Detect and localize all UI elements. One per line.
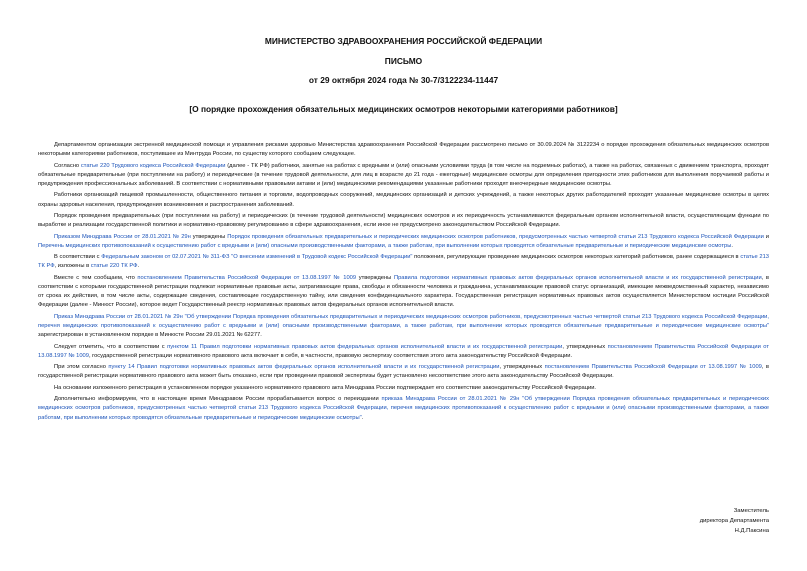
paragraph-10 (38, 363, 769, 381)
text-run: , государственной регистрации нормативного правового акта включает в себя, в частности, правовую экспертизу соответствия этого акта законодательству Российской Федерации. (88, 352, 573, 359)
signature-position: директора Департамента (699, 518, 769, 524)
text-run: положения, регулирующие проведение медицинских осмотров некоторых категорий работников, ранее содержащиеся в (412, 254, 741, 261)
link-order-29n-full[interactable]: Приказ Минздрава России от 28.01.2021 № 29н "Об утверждении Порядка проведения обязательных предварительных и периодических медицинских осмотров работников, предусмотренных частью четвертой статьи 213 Трудового кодекса Российской Федерации, перечня медицинских противопоказаний к осуществлению работ с вредными и (или) опасными производственными факторами, а также работам, при выполнении которых проводятся обязательные предварительные и периодические медицинские осмотры" (38, 313, 769, 329)
link-order-29n-reissue[interactable]: приказа Минздрава России от 28.01.2021 № 29н "Об утверждении Порядка проведения обязательных предварительных и периодических медицинских осмотров работников, предусмотренных частью четвертой статьи 213 Трудового кодекса Российской Федерации, перечня медицинских противопоказаний к осуществлению работ с вредными и (или) опасными производственными факторами, а также работам, при выполнении которых проводятся обязательные предварительные и периодические медицинские осмотры" (38, 396, 770, 421)
link-rules-point-11[interactable]: пунктом 11 Правил подготовки нормативных правовых актов федеральных органов исполнительной власти и их государственной регистрации (167, 343, 563, 350)
link-tk-article-213[interactable]: статье 213 ТК РФ (38, 254, 769, 270)
text-run: Следует отметить, что в соответствии с (54, 343, 168, 350)
paragraph-3: Работники организаций пищевой промышленности, общественного питания и торговли, водопроводных сооружений, медицинских организаций и детских учреждений, а также некоторых других работодателей проходят указанные медицинские осмотры в целях охраны здоровья населения, предупреждения возникновения и распространения заболеваний. (38, 192, 769, 208)
text-run: . (361, 414, 364, 421)
paragraph-1: Департаментом организации экстренной медицинской помощи и управления рисками здоровью Министерства здравоохранения Российской Федерации рассмотрено письмо от 30.09.2024 № 3122234 о порядке прохождения обязательных медицинских осмотров некоторыми категориями работников, поступившее из Минтруда России, по существу которого сообщаем следующее. (38, 142, 769, 158)
link-rules-point-14[interactable]: пункту 14 Правил подготовки нормативных правовых актов федеральных органов исполнительной власти и их государственной регистрации (108, 364, 500, 371)
signature-block (700, 506, 769, 536)
text-run: . (731, 242, 733, 249)
paragraph-7 (38, 274, 769, 311)
text-run: , изложены в (54, 263, 91, 270)
signature-name: Н.Д.Паксина (734, 528, 769, 534)
paragraph-11: На основании изложенного регистрация в установленном порядке указанного нормативного правового акта Минздрава России подтверждает его соответствие законодательству Российской Федерации. (54, 384, 597, 391)
ministry-title: МИНИСТЕРСТВО ЗДРАВООХРАНЕНИЯ РОССИЙСКОЙ ФЕДЕРАЦИИ (264, 36, 543, 46)
text-run: При этом согласно (54, 364, 109, 371)
text-run: Согласно (54, 162, 81, 169)
paragraph-8 (38, 313, 769, 341)
text-run: , в соответствии с которыми государственной регистрации подлежат нормативные правовые акты, затрагивающие права, свободы и обязанности человека и гражданина, устанавливающие правовой статус организаций, имеющие межведомственный характер, независимо от срока их действия, в том числе акты, содержащие сведения, составляющие государственную тайну, или сведения конфиденциального характера. Государственная регистрация нормативных правовых актов осуществляется Министерством юстиции Российской Федерации (далее - Минюст России), которое ведет Государственный реестр нормативных правовых актов федеральных органов исполнительной власти. (38, 274, 769, 309)
text-run: зарегистрирован в установленном порядке в Минюсте России 29.01.2021 № 62277. (38, 332, 262, 339)
text-run: и (763, 233, 769, 240)
text-run: , утвержденных (562, 343, 608, 350)
paragraph-5 (38, 233, 769, 251)
document-body (38, 141, 769, 425)
document-subject: [О порядке прохождения обязательных медицинских осмотров некоторыми категориями работников] (189, 104, 618, 114)
paragraph-6 (38, 253, 769, 271)
text-run: утверждены (190, 233, 228, 240)
signature-title: Заместитель (733, 508, 769, 514)
link-resolution-1009[interactable]: постановлением Правительства Российской Федерации от 13.08.1997 № 1009 (137, 274, 357, 281)
link-tk-article-220[interactable]: статье 220 Трудового кодекса Российской Федерации (80, 162, 226, 169)
paragraph-9 (38, 343, 769, 361)
document-date-number: от 29 октября 2024 года № 30-7/3122234-11447 (308, 75, 499, 85)
link-federal-law-311[interactable]: Федеральным законом от 02.07.2021 № 311-ФЗ "О внесении изменений в Трудовой кодекс Российской Федерации" (101, 254, 413, 261)
link-resolution-1009-c[interactable]: постановлением Правительства Российской Федерации от 13.08.1997 № 1009 (544, 364, 762, 371)
text-run: , в государственной регистрации нормативного правового акта может быть отказано, если при проведении правовой экспертизы будет установлено несоответствие этого акта законодательству Российской Федерации. (38, 364, 769, 380)
link-contraindications-list[interactable]: Перечень медицинских противопоказаний к осуществлению работ с вредными и (или) опасными производственными факторами, а также работам, при выполнении которых проводятся обязательные предварительные и периодические медицинские осмотры (38, 242, 732, 249)
text-run: . (137, 263, 140, 270)
paragraph-2 (38, 162, 769, 190)
link-tk-article-220-b[interactable]: статье 220 ТК РФ (90, 263, 138, 270)
link-order-29n[interactable]: Приказом Минздрава России от 28.01.2021 № 29н (54, 233, 191, 240)
text-run: В соответствии с (54, 254, 102, 261)
text-run: Вместе с тем сообщаем, что (54, 274, 138, 281)
link-rules-registration[interactable]: Правила подготовки нормативных правовых актов федеральных органов исполнительной власти и их государственной регистрации (393, 274, 762, 281)
text-run: , утвержденных (499, 364, 545, 371)
link-procedure[interactable]: Порядок проведения обязательных предварительных и периодических медицинских осмотров работников, предусмотренных частью четвертой статьи 213 Трудового кодекса Российской Федерации (227, 233, 764, 240)
text-run: (далее - ТК РФ) работники, занятые на работах с вредными и (или) опасными условиями труда (в том числе на подземных работах), а также на работах, связанных с движением транспорта, проходят обязательные предварительные (при поступлении на работу) и периодические (в течение трудовой деятельности, для лиц в возрасте до 21 года - ежегодные) медицинские осмотры для определения пригодности этих работников для выполнения поручаемой работы и предупреждения профессиональных заболеваний. В соответствии с нормативными правовыми актами и (или) медицинскими рекомендациями указанные работники проходят внеочередные медицинские осмотры. (38, 162, 769, 187)
paragraph-4: Порядок проведения предварительных (при поступлении на работу) и периодических (в течение трудовой деятельности) медицинских осмотров и их периодичность устанавливаются федеральным органом исполнительной власти, осуществляющим функции по выработке и реализации государственной политики и нормативно-правовому регулированию в сфере здравоохранения, если иное не предусмотрено законодательством Российской Федерации. (38, 212, 769, 229)
document-type: ПИСЬМО (384, 56, 423, 66)
text-run: Дополнительно информируем, что в настоящее время Минздравом России прорабатывается вопрос о переиздании (54, 396, 382, 403)
text-run: утверждены (356, 274, 394, 281)
paragraph-12 (38, 395, 769, 423)
link-resolution-1009-b[interactable]: постановлением Правительства Российской Федерации от 13.08.1997 № 1009 (38, 343, 770, 359)
